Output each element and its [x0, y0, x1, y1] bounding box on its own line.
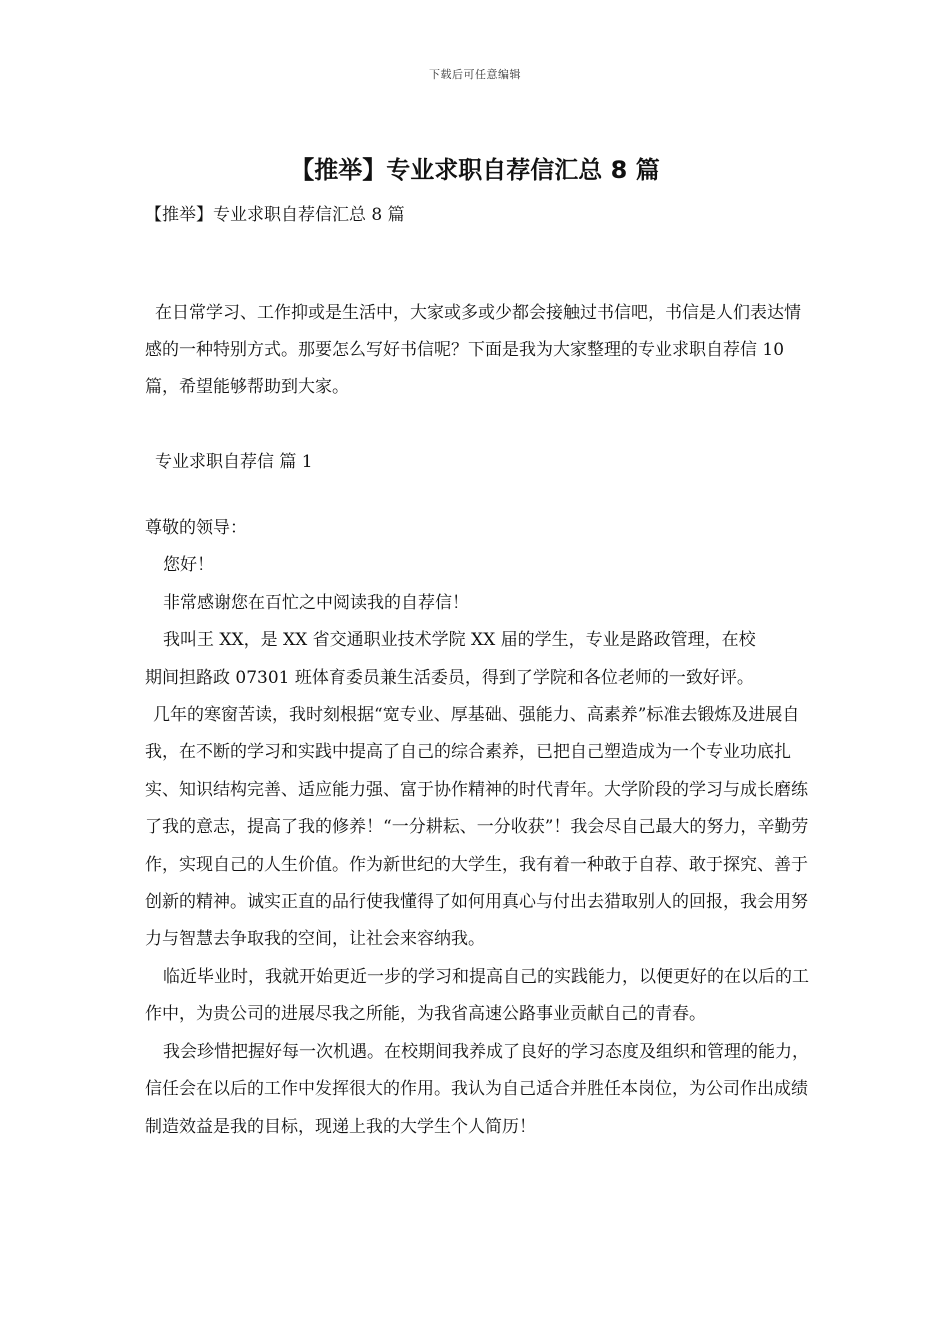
letter-paragraph-1-rest: 期间担路政 07301 班体育委员兼生活委员，得到了学院和各位老师的一致好评。 [145, 667, 754, 688]
letter-paragraph-4: 我会珍惜把握好每一次机遇。在校期间我养成了良好的学习态度及组织和管理的能力，信任会在以后的工作中发挥很大的作用。我认为自己适合并胜任本岗位，为公司作出成绩制造效益是我的目标，现递上我的大学生个人简历！ [145, 1041, 809, 1137]
intro-paragraph [145, 295, 810, 406]
intro-text: 在日常学习、工作抑或是生活中，大家或多或少都会接触过书信吧，书信是人们表达情感的一种特别方式。那要怎么写好书信呢？下面是我为大家整理的专业求职自荐信 10 篇，希望能够帮助到大家。 [145, 303, 801, 397]
letter-body [145, 510, 810, 1146]
document-subtitle: 【推举】专业求职自荐信汇总 8 篇 [145, 205, 405, 225]
header-note: 下载后可任意编辑 [429, 68, 521, 81]
letter-paragraph-1-first-line: 我叫王 XX，是 XX 省交通职业技术学院 XX 届的学生，专业是路政管理，在校 [163, 630, 756, 651]
section-heading: 专业求职自荐信 篇 1 [155, 452, 313, 472]
letter-greeting: 您好！ [163, 555, 214, 576]
letter-paragraph-3: 临近毕业时，我就开始更近一步的学习和提高自己的实践能力，以便更好的在以后的工作中，为贵公司的进展尽我之所能，为我省高速公路事业贡献自己的青春。 [145, 966, 809, 1025]
letter-salutation: 尊敬的领导： [145, 518, 247, 538]
document-title: 【推举】专业求职自荐信汇总 8 篇 [290, 156, 660, 184]
letter-paragraph-2: 几年的寒窗苦读，我时刻根据“宽专业、厚基础、强能力、高素养”标准去锻炼及进展自我，在不断的学习和实践中提高了自己的综合素养，已把自己塑造成为一个专业功底扎实、知识结构完善、适应能力强、富于协作精神的时代青年。大学阶段的学习与成长磨练了我的意志，提高了我的修养！“一分耕耘、一分收获”！我会尽自己最大的努力，辛勤劳作，实现自己的人生价值。作为新世纪的大学生，我有着一种敢于自荐、敢于探究、善于创新的精神。诚实正直的品行使我懂得了如何用真心与付出去猎取别人的回报，我会用努力与智慧去争取我的空间，让社会来容纳我。 [145, 705, 809, 950]
letter-thanks: 非常感谢您在百忙之中阅读我的自荐信！ [163, 592, 469, 613]
